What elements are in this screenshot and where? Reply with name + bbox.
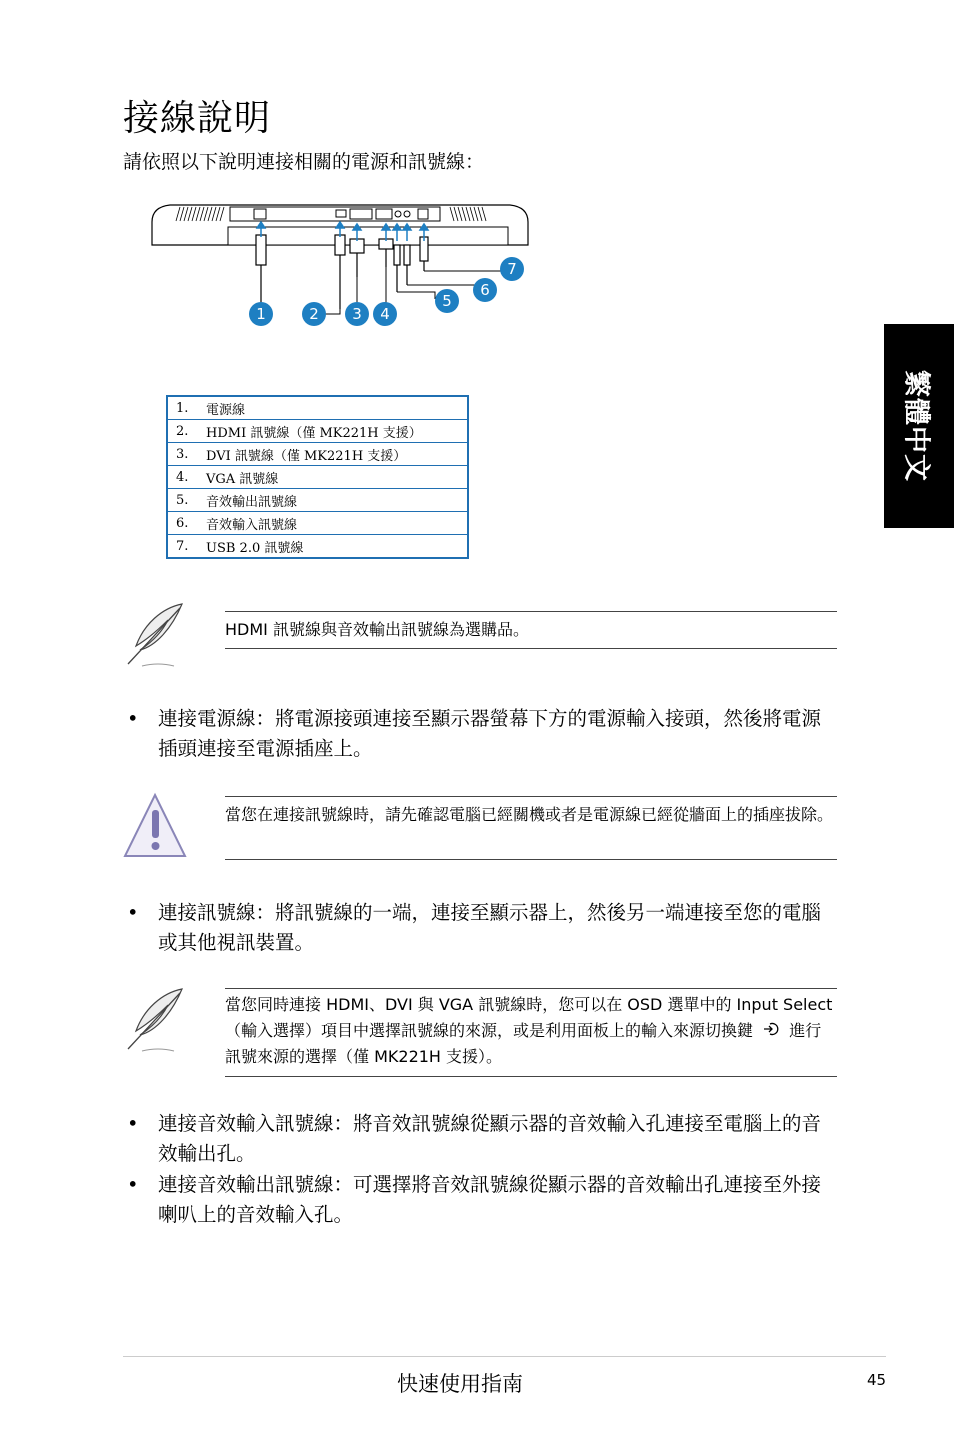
table-row — [167, 512, 468, 535]
bullet-heading: 連接電源線 — [158, 707, 256, 730]
row-label: 音效輸出訊號線 — [198, 489, 468, 512]
bullet-heading: 連接音效輸入訊號線 — [158, 1112, 334, 1135]
bullet-audio-out — [127, 1170, 839, 1230]
bullet-body: ：可選擇將音效訊號線從顯示器的音效輸出孔連接至外接喇叭上的音效輸入孔。 — [158, 1173, 822, 1226]
table-row — [167, 535, 468, 559]
page-title: 接線說明 — [123, 98, 272, 139]
row-number: 2. — [167, 420, 198, 443]
footer-divider — [123, 1356, 886, 1357]
row-label: 電源線 — [198, 396, 468, 420]
table-row — [167, 420, 468, 443]
table-row — [167, 466, 468, 489]
footer-title: 快速使用指南 — [397, 1372, 523, 1396]
bullet-marker: • — [127, 1112, 139, 1135]
input-source-icon — [758, 1018, 784, 1044]
note-text-part2: 進行訊號來源的選擇（僅 MK221H 支援）。 — [225, 1021, 822, 1066]
note-input-select — [225, 988, 837, 1077]
row-number: 1. — [167, 396, 198, 420]
language-side-tab — [884, 324, 954, 528]
warning-triangle-icon — [122, 790, 188, 862]
bullet-marker: • — [127, 1173, 139, 1196]
bullet-audio-in — [127, 1109, 839, 1169]
bullet-power — [127, 704, 839, 764]
intro-text: 請依照以下說明連接相關的電源和訊號線： — [123, 151, 485, 173]
connection-diagram — [150, 197, 530, 332]
row-label: DVI 訊號線（僅 MK221H 支援） — [198, 443, 468, 466]
note-text-part1: 當您同時連接 HDMI、DVI 與 VGA 訊號線時，您可以在 OSD 選單中的 Input Select（輸入選擇）項目中選擇訊號線的來源，或是利用面板上的輸入來源切換鍵 — [225, 995, 833, 1040]
callout-4: 4 — [373, 302, 397, 326]
bullet-heading: 連接訊號線 — [158, 901, 256, 924]
row-label: 音效輸入訊號線 — [198, 512, 468, 535]
table-row — [167, 396, 468, 420]
note-text: HDMI 訊號線與音效輸出訊號線為選購品。 — [225, 620, 529, 639]
row-label: USB 2.0 訊號線 — [206, 540, 304, 556]
table-row — [167, 489, 468, 512]
callout-5: 5 — [435, 289, 459, 313]
callout-7: 7 — [500, 257, 524, 281]
row-label: VGA 訊號線 — [198, 466, 468, 489]
bullet-marker: • — [127, 707, 139, 730]
language-label: 繁體中文 — [900, 370, 932, 482]
row-number: 3. — [167, 443, 198, 466]
bullet-body: ：將音效訊號線從顯示器的音效輸入孔連接至電腦上的音效輸出孔。 — [158, 1112, 822, 1165]
row-number: 6. — [167, 512, 198, 535]
bullet-body: ：將訊號線的一端，連接至顯示器上，然後另一端連接至您的電腦或其他視訊裝置。 — [158, 901, 822, 954]
row-label: HDMI 訊號線（僅 MK221H 支援） — [198, 420, 468, 443]
callout-1: 1 — [249, 302, 273, 326]
callout-2: 2 — [302, 302, 326, 326]
warning-text: 當您在連接訊號線時，請先確認電腦已經關機或者是電源線已經從牆面上的插座拔除。 — [225, 805, 834, 824]
note-text — [225, 992, 837, 1070]
warning-note — [225, 796, 837, 860]
cable-list-table — [166, 395, 469, 559]
bullet-body: ：將電源接頭連接至顯示器螢幕下方的電源輸入接頭，然後將電源插頭連接至電源插座上。 — [158, 707, 822, 760]
feather-quill-icon — [122, 600, 188, 672]
bullet-signal — [127, 898, 839, 958]
row-number: 4. — [167, 466, 198, 489]
row-number: 7. — [176, 538, 189, 554]
table-row — [167, 443, 468, 466]
row-number: 5. — [167, 489, 198, 512]
callout-6: 6 — [473, 278, 497, 302]
feather-quill-icon — [122, 985, 188, 1057]
bullet-marker: • — [127, 901, 139, 924]
page-number: 45 — [867, 1371, 887, 1389]
callout-3: 3 — [345, 302, 369, 326]
bullet-heading: 連接音效輸出訊號線 — [158, 1173, 334, 1196]
note-optional-cables — [225, 611, 837, 649]
